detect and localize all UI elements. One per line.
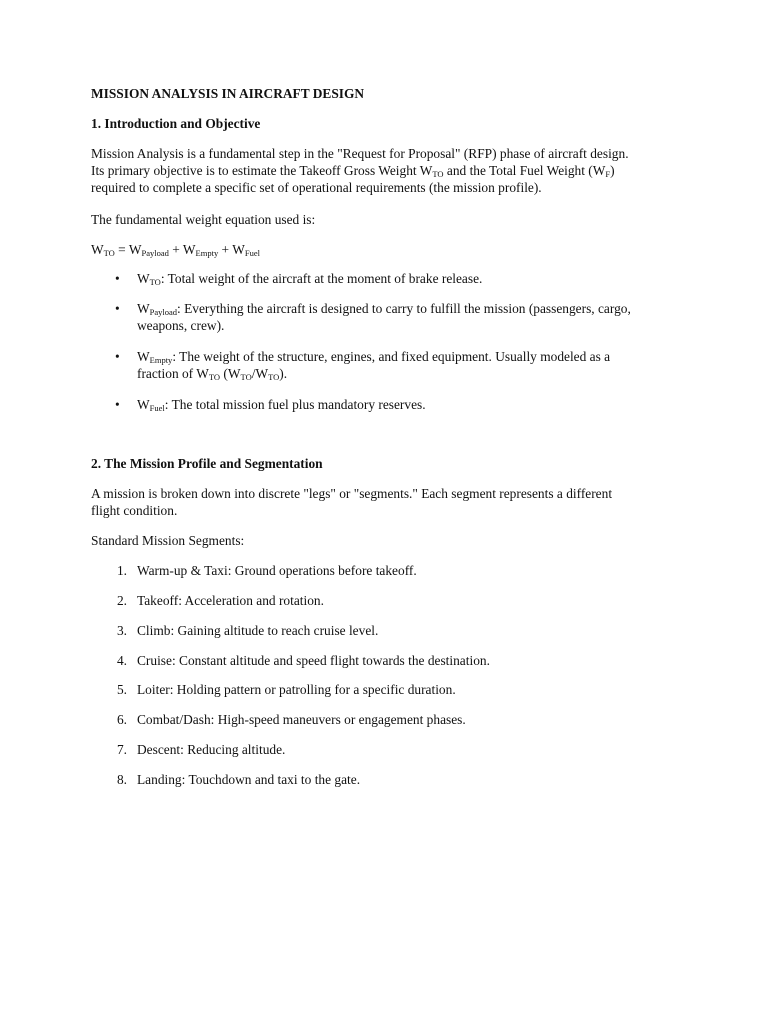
segment-text: Climb: Gaining altitude to reach cruise level. [137, 623, 379, 638]
segment-number: 1. [116, 563, 127, 578]
subscript: TO [240, 372, 252, 382]
text-run: : Total weight of the aircraft at the moment of brake release. [160, 271, 483, 286]
text-run: fraction of W [137, 366, 209, 381]
subscript: Empty [149, 355, 173, 365]
text-run: + W [168, 242, 196, 257]
text-run: Its primary objective is to estimate the Takeoff Gross Weight W [91, 163, 433, 178]
segment-number: 2. [116, 593, 127, 608]
subscript: TO [208, 372, 221, 382]
subscript: Fuel [149, 403, 165, 413]
segment-text: Landing: Touchdown and taxi to the gate. [137, 772, 361, 787]
text-run: + W [218, 242, 245, 257]
text-run: W [137, 349, 150, 364]
text-run: /W [251, 366, 269, 381]
segment-text: Warm-up & Taxi: Ground operations before takeoff. [137, 563, 417, 578]
subscript: TO [149, 277, 161, 287]
bullet-icon: • [115, 397, 120, 412]
paragraph-line: flight condition. [91, 503, 178, 518]
text-run: : The total mission fuel plus mandatory reserves. [164, 397, 426, 412]
bullet-text [137, 270, 697, 287]
segment-text: Descent: Reducing altitude. [137, 742, 286, 757]
paragraph-line: Mission Analysis is a fundamental step in the "Request for Proposal" (RFP) phase of aircraft design. [91, 146, 629, 161]
text-run: : Everything the aircraft is designed to carry to fulfill the mission (passengers, cargo, [177, 301, 631, 316]
text-run: = W [114, 242, 142, 257]
paragraph-line: A mission is broken down into discrete "legs" or "segments." Each segment represents a different [91, 486, 613, 501]
text-run: W [137, 271, 150, 286]
subscript: Empty [195, 248, 219, 258]
text-run: and the Total Fuel Weight (W [443, 163, 606, 178]
segment-text: Takeoff: Acceleration and rotation. [137, 593, 324, 608]
bullet-line [137, 365, 697, 382]
subscript: TO [432, 169, 444, 179]
paragraph-line: required to complete a specific set of operational requirements (the mission profile). [91, 180, 542, 195]
text-run: W [137, 397, 150, 412]
segment-number: 5. [116, 682, 127, 697]
text-run: (W [220, 366, 241, 381]
segment-number: 4. [116, 653, 127, 668]
segment-number: 8. [116, 772, 127, 787]
document-title: MISSION ANALYSIS IN AIRCRAFT DESIGN [91, 86, 365, 101]
segment-number: 7. [116, 742, 127, 757]
segment-text: Loiter: Holding pattern or patrolling for a specific duration. [137, 682, 456, 697]
section-1-heading: 1. Introduction and Objective [91, 116, 261, 131]
subscript: Payload [141, 248, 169, 258]
text-run: W [91, 242, 104, 257]
segment-text: Cruise: Constant altitude and speed flight towards the destination. [137, 653, 490, 668]
paragraph-line [91, 162, 629, 179]
bullet-line: weapons, crew). [137, 318, 225, 333]
bullet-icon: • [115, 349, 120, 364]
segment-number: 6. [116, 712, 127, 727]
bullet-text [137, 348, 697, 382]
text-run: ). [279, 366, 288, 381]
section-2-paragraph-2: Standard Mission Segments: [91, 533, 245, 548]
segment-number: 3. [116, 623, 127, 638]
section-2-heading: 2. The Mission Profile and Segmentation [91, 456, 323, 471]
text-run: ) [610, 163, 615, 178]
subscript: TO [103, 248, 115, 258]
section-1-paragraph-1 [91, 145, 629, 196]
text-run: W [137, 301, 150, 316]
bullet-icon: • [115, 271, 120, 286]
subscript: F [605, 169, 611, 179]
subscript: Fuel [244, 248, 260, 258]
bullet-icon: • [115, 301, 120, 316]
segment-text: Combat/Dash: High-speed maneuvers or engagement phases. [137, 712, 466, 727]
section-2-paragraph-1 [91, 485, 612, 519]
bullet-line [137, 348, 697, 365]
subscript: Payload [149, 307, 178, 317]
bullet-text [137, 300, 697, 334]
weight-equation [91, 241, 260, 258]
section-1-paragraph-2: The fundamental weight equation used is: [91, 212, 316, 227]
text-run: : The weight of the structure, engines, and fixed equipment. Usually modeled as a [172, 349, 611, 364]
bullet-line [137, 300, 697, 317]
subscript: TO [268, 372, 280, 382]
bullet-text [137, 396, 697, 413]
